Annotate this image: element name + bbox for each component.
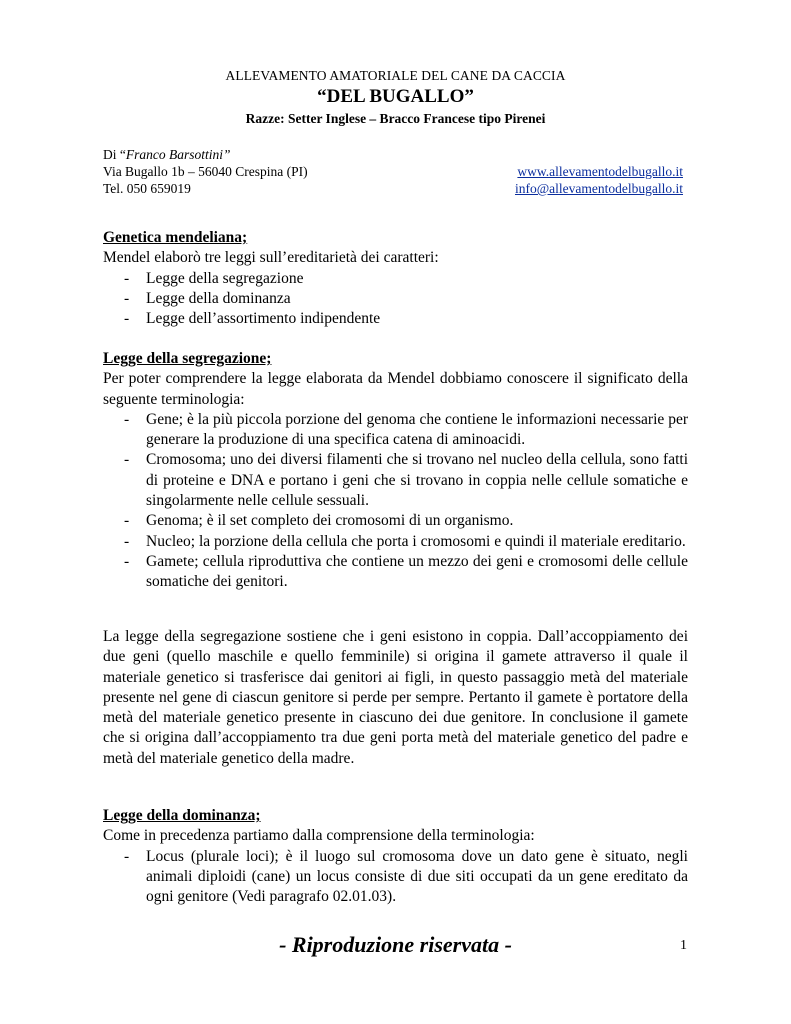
section-intro: Per poter comprendere la legge elaborata da Mendel dobbiamo conoscere il significato della seguente terminologia: bbox=[103, 370, 688, 408]
section-dominanza bbox=[103, 806, 688, 907]
section-title: Genetica mendeliana; bbox=[103, 229, 248, 246]
list-item: - Gene; è la più piccola porzione del genoma che contiene le informazioni necessarie per generare la produzione di una specifica catena di aminoacidi. bbox=[124, 410, 688, 449]
section-genetica bbox=[103, 228, 688, 329]
list-item: - Cromosoma; uno dei diversi filamenti che si trovano nel nucleo della cellula, sono fatti di proteine e DNA e portano i geni che si trovano in coppia nelle cellule somatiche e singolarmente nelle cellule sessuali. bbox=[124, 451, 688, 510]
org-title: ALLEVAMENTO AMATORIALE DEL CANE DA CACCIA bbox=[225, 68, 566, 83]
phone-line: Tel. 050 659019 bbox=[103, 181, 191, 196]
website-link[interactable] bbox=[517, 164, 683, 180]
section-segregazione bbox=[103, 349, 688, 593]
list-item: - Genoma; è il set completo dei cromosomi di un organismo. bbox=[124, 512, 514, 530]
list-item: - Legge dell’assortimento indipendente bbox=[124, 310, 381, 328]
list-item: - Locus (plurale loci); è il luogo sul cromosoma dove un dato gene è situato, negli animali diploidi (cane) un locus consiste di due siti occupati da un gene ereditato da ogni genitore (Vedi paragrafo 02.01.03). bbox=[124, 847, 688, 906]
section-title: Legge della dominanza; bbox=[103, 807, 261, 824]
section-intro: Come in precedenza partiamo dalla comprensione della terminologia: bbox=[103, 827, 535, 845]
list-item: - Nucleo; la porzione della cellula che porta i cromosomi e quindi il materiale ereditario. bbox=[124, 532, 686, 550]
breeds-line: Razze: Setter Inglese – Bracco Francese tipo Pirenei bbox=[245, 111, 546, 126]
kennel-name: “DEL BUGALLO” bbox=[317, 86, 474, 107]
author-line bbox=[103, 147, 231, 163]
dominance-terminology-list bbox=[103, 847, 688, 908]
author-name: Franco Barsottini” bbox=[125, 147, 231, 162]
segregation-paragraph: La legge della segregazione sostiene che i geni esistono in coppia. Dall’accoppiamento dei due geni (quello maschile e quello femminile) si origina il gamete attraverso il quale il materiale genetico si trasferisce dai genitori ai figli, in questo passaggio metà del materiale presente nel gene di ciascun genitore si perde per sempre. Pertanto il gamete è portatore della metà del materiale genetico presente in ciascuno dei due genitore. In conclusione il gamete che si origina dall’accoppiamento tra due geni porta metà del materiale genetico del padre e metà del materiale genetico della madre. bbox=[103, 628, 688, 767]
list-item: - Gamete; cellula riproduttiva che contiene un mezzo dei geni e cromosomi delle cellule somatiche dei genitori. bbox=[124, 552, 688, 591]
list-item: - Legge della segregazione bbox=[124, 269, 304, 287]
footer-notice: - Riproduzione riservata - bbox=[279, 932, 512, 957]
author-prefix: Di “ bbox=[103, 147, 126, 162]
address-line: Via Bugallo 1b – 56040 Crespina (PI) bbox=[103, 164, 308, 179]
website-link-text[interactable]: www.allevamentodelbugallo.it bbox=[517, 164, 683, 179]
email-link-text[interactable]: info@allevamentodelbugallo.it bbox=[514, 181, 683, 196]
section-title: Legge della segregazione; bbox=[103, 350, 272, 367]
list-item: - Legge della dominanza bbox=[124, 289, 291, 307]
page-number: 1 bbox=[680, 938, 687, 953]
email-link[interactable] bbox=[515, 181, 683, 197]
laws-list bbox=[103, 269, 688, 330]
terminology-list bbox=[103, 410, 688, 593]
section-intro: Mendel elaborò tre leggi sull’ereditarietà dei caratteri: bbox=[103, 249, 439, 267]
